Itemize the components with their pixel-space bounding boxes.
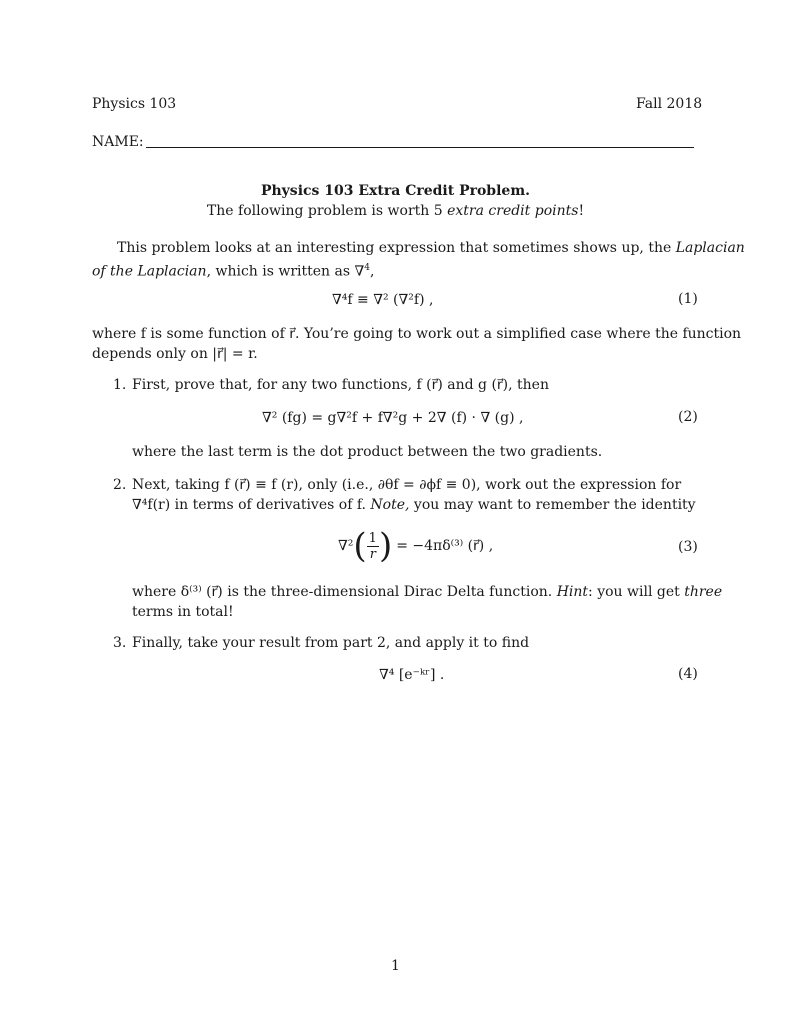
term-label: Fall 2018 — [636, 96, 703, 112]
equation-3-rhs: = −4πδ⁽³⁾ (r⃗) , — [396, 538, 494, 554]
equation-2: ∇² (fg) = g∇²f + f∇²g + 2∇ (f) · ∇ (g) , — [262, 410, 524, 426]
equation-4: ∇⁴ [e⁻ᵏʳ] . — [379, 667, 445, 683]
item-3-number: 3. — [113, 635, 127, 651]
item-2-line-2: ∇⁴f(r) in terms of derivatives of f. Note, you may want to remember the identity — [132, 497, 696, 513]
intro-after-line-2: depends only on |r⃗| = r. — [92, 346, 258, 362]
intro-after-line-1: where f is some function of r⃗. You’re going to work out a simplified case where the function — [92, 326, 742, 342]
item-1-text: First, prove that, for any two functions, f (r⃗) and g (r⃗), then — [132, 377, 549, 393]
item-2-number: 2. — [113, 477, 127, 493]
item-2-after-line-2: terms in total! — [132, 604, 234, 620]
item-1-number: 1. — [113, 377, 127, 393]
fraction-denominator: r — [369, 546, 376, 562]
equation-3 — [338, 523, 493, 569]
equation-1: ∇⁴f ≡ ∇² (∇²f) , — [332, 292, 434, 308]
item-3-text: Finally, take your result from part 2, and apply it to find — [132, 635, 530, 651]
name-underline — [146, 147, 694, 148]
item-2-line-1: Next, taking f (r⃗) ≡ f (r), only (i.e., ∂θf = ∂ϕf ≡ 0), work out the expression for — [132, 477, 682, 493]
fraction-numerator: 1 — [368, 530, 377, 546]
equation-3-number: (3) — [678, 539, 698, 555]
left-paren: ( — [353, 526, 367, 566]
right-paren: ) — [378, 526, 393, 566]
equation-3-lhs: ∇² — [338, 538, 354, 554]
name-label: NAME: — [92, 134, 144, 150]
item-2-after-line-1: where δ⁽³⁾ (r⃗) is the three-dimensional Dirac Delta function. Hint: you will get three — [132, 584, 723, 600]
equation-4-number: (4) — [678, 666, 698, 682]
problem-subtitle: The following problem is worth 5 extra credit points! — [206, 203, 585, 219]
course-label: Physics 103 — [92, 96, 177, 112]
item-1-after: where the last term is the dot product between the two gradients. — [132, 444, 603, 460]
equation-2-number: (2) — [678, 409, 698, 425]
equation-3-fraction — [367, 531, 379, 562]
problem-heading: Physics 103 Extra Credit Problem. — [260, 183, 531, 199]
intro-line-2: of the Laplacian, which is written as ∇$^4$, — [92, 263, 375, 280]
page-number: 1 — [391, 958, 400, 974]
equation-1-number: (1) — [678, 291, 698, 307]
intro-line-1: This problem looks at an interesting expression that sometimes shows up, the Laplacian — [117, 240, 745, 256]
